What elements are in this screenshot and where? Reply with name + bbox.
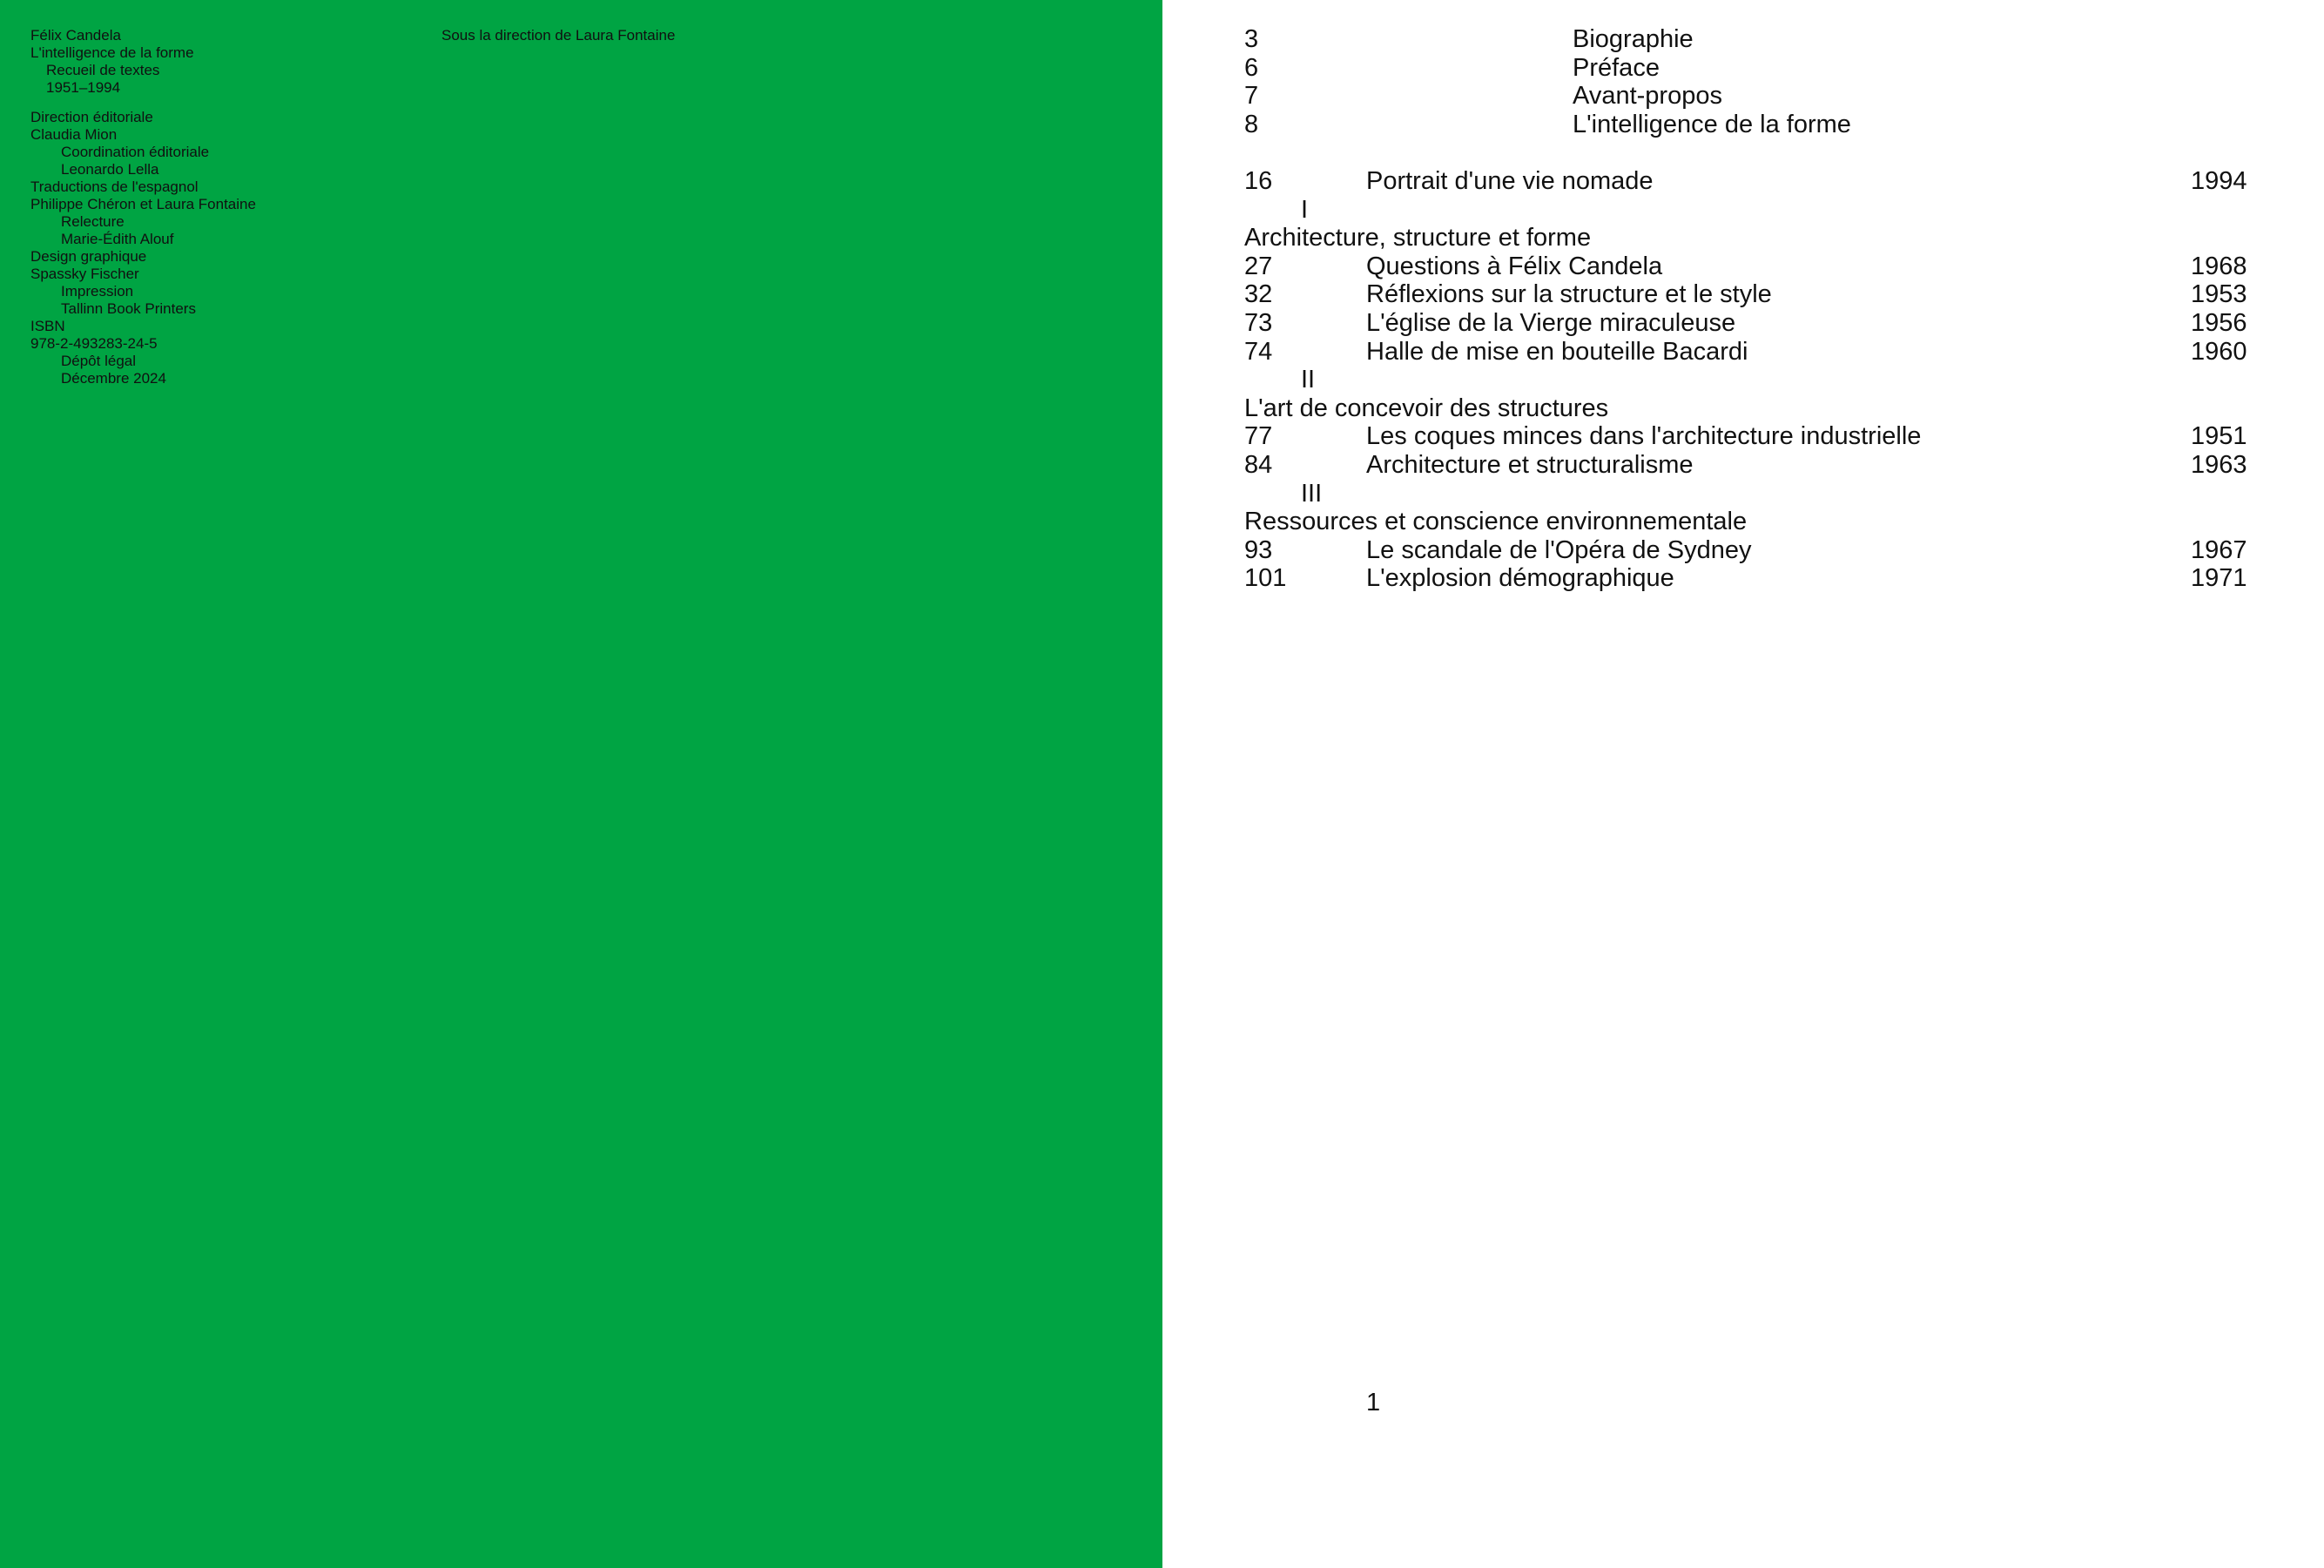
toc-title: Le scandale de l'Opéra de Sydney [1366,535,1752,564]
section-title-row [1244,224,2254,252]
section-numeral-row [1244,480,2254,508]
toc-page-number: 73 [1244,308,1273,337]
toc-front-row [1244,54,2254,83]
colophon-author: Félix Candela [30,27,121,44]
toc-entry-row [1244,536,2254,565]
toc-year: 1968 [2191,252,2247,280]
section-title-row [1244,394,2254,423]
credit-role: Design graphique [30,248,147,265]
colophon-years: 1951–1994 [46,79,121,96]
toc-entry-row [1244,280,2254,309]
section-numeral-row [1244,196,2254,225]
toc-page-number: 7 [1244,82,1259,111]
toc-page-number: 32 [1244,280,1273,309]
toc-entry-row [1244,252,2254,281]
toc-page-number: 84 [1244,450,1273,479]
toc-title: Halle de mise en bouteille Bacardi [1366,337,1748,366]
toc-page-number: 101 [1244,564,1287,593]
section-title-row [1244,508,2254,536]
credit-name: Philippe Chéron et Laura Fontaine [30,196,256,212]
toc-year: 1971 [2191,564,2247,593]
toc-title: Biographie [1573,25,1694,53]
toc-year: 1963 [2191,450,2247,479]
toc-title: L'intelligence de la forme [1573,110,1851,138]
credit-role: Traductions de l'espagnol [30,178,199,195]
toc-year: 1967 [2191,535,2247,564]
page-number-folio: 1 [1366,1389,1381,1417]
toc-page-number: 77 [1244,422,1273,451]
colophon [30,27,256,387]
credit-role: Dépôt légal [61,353,137,369]
credit-name: Marie-Édith Alouf [61,231,174,247]
section-title: Ressources et conscience environnementale [1244,508,1748,536]
table-of-contents [1244,25,2254,593]
section-numeral: I [1301,195,1309,224]
toc-title: Avant-propos [1573,82,1722,111]
toc-title: L'explosion démographique [1366,564,1674,593]
toc-page-number: 3 [1244,25,1259,53]
toc-year: 1951 [2191,422,2247,451]
toc-title: Questions à Félix Candela [1366,252,1663,280]
toc-front-row [1244,82,2254,111]
section-title: L'art de concevoir des structures [1244,394,1609,422]
credit-role: Relecture [61,213,125,230]
direction-credit: Sous la direction de Laura Fontaine [441,27,676,44]
section-numeral: II [1301,366,1316,394]
toc-page-number: 16 [1244,166,1273,195]
toc-page-number: 27 [1244,252,1273,280]
credit-name: 978-2-493283-24-5 [30,335,158,352]
section-title: Architecture, structure et forme [1244,224,1592,252]
toc-entry-row [1244,564,2254,593]
section-numeral-row [1244,366,2254,394]
toc-entry-row [1244,451,2254,480]
credit-name: Claudia Mion [30,126,118,143]
toc-page-number: 8 [1244,110,1259,138]
toc-front-row [1244,25,2254,54]
toc-entry-row [1244,422,2254,451]
toc-page-number: 6 [1244,53,1259,82]
section-numeral: III [1301,479,1323,508]
toc-entry-row [1244,309,2254,338]
toc-entry-row [1244,167,2254,196]
credit-role: Impression [61,283,134,299]
colophon-book-title: L'intelligence de la forme [30,44,194,61]
toc-year: 1956 [2191,308,2247,337]
toc-year: 1960 [2191,337,2247,366]
toc-year: 1953 [2191,280,2247,309]
credit-name: Décembre 2024 [61,370,166,387]
credit-name: Spassky Fischer [30,266,139,282]
toc-front-row [1244,111,2254,139]
toc-page-number: 74 [1244,337,1273,366]
toc-page-number: 93 [1244,535,1273,564]
toc-title: L'église de la Vierge miraculeuse [1366,308,1736,337]
toc-title: Portrait d'une vie nomade [1366,166,1654,195]
toc-title: Les coques minces dans l'architecture industrielle [1366,422,1922,451]
toc-entry-row [1244,338,2254,367]
toc-year: 1994 [2191,166,2247,195]
credit-name: Leonardo Lella [61,161,159,178]
colophon-subtitle: Recueil de textes [46,62,160,78]
toc-title: Architecture et structuralisme [1366,450,1694,479]
credit-role: ISBN [30,318,65,334]
credit-role: Direction éditoriale [30,109,153,125]
credit-name: Tallinn Book Printers [61,300,196,317]
toc-title: Préface [1573,53,1660,82]
credit-role: Coordination éditoriale [61,144,210,160]
toc-title: Réflexions sur la structure et le style [1366,280,1772,309]
